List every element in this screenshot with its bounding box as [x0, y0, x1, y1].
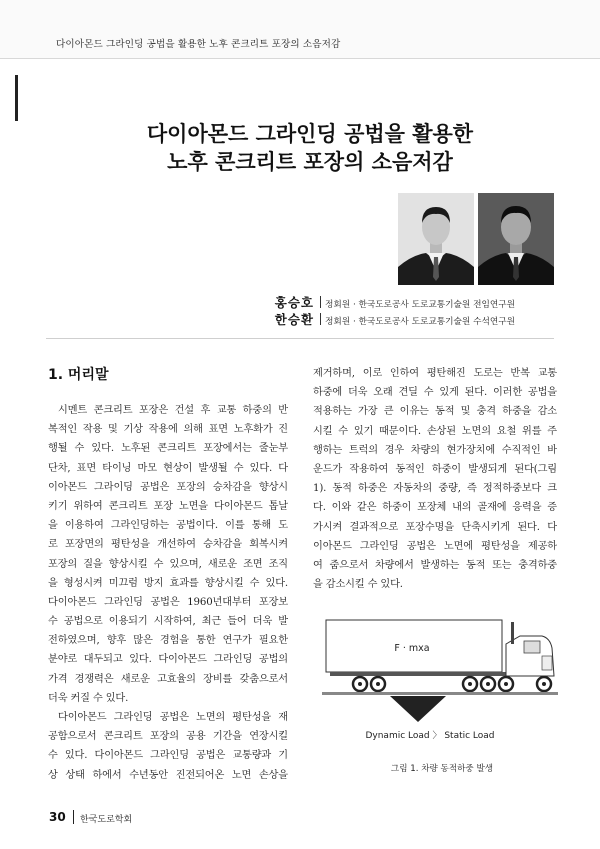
- truck-diagram: [320, 614, 560, 744]
- author-affiliation: 정회원 · 한국도로공사 도로교통기술원 수석연구원: [325, 317, 516, 327]
- left-column: [48, 401, 288, 785]
- text-line: 여 줌으로서 차량에서 발생하는 동적 또는 충격하중: [313, 559, 557, 571]
- page-number: 30: [49, 810, 66, 824]
- text-line: 복적인 작용 및 기상 작용에 의해 표면 노후화가 진: [48, 424, 288, 436]
- text-line: 다이아몬드 그라인딩 공법은 노면의 평탄성을 재: [58, 712, 288, 723]
- text-line: 1). 동적 하중은 자동차의 중량, 즉 정적하중보다 크: [313, 483, 557, 495]
- text-line: 을 감소시킬 수 있다.: [313, 579, 403, 591]
- text-line: 시킬 수 있기 때문이다. 손상된 노면의 요철 위를 주: [313, 425, 557, 437]
- text-line: 전하였으며, 향후 많은 경험을 통한 연구가 필요한: [48, 635, 288, 647]
- text-line: 행하는 트럭의 경우 차량의 현가장치에 수직적인 바: [313, 444, 557, 456]
- text-line: 포장의 질을 향상시킬 수 있으며, 새로운 조면 조직: [48, 558, 288, 570]
- text-line: 운드가 작용하여 동적인 하중이 발생되게 된다(그림: [313, 463, 557, 475]
- running-header-band: [0, 0, 600, 59]
- divider: [46, 338, 554, 339]
- section-heading: 1. 머리말: [48, 367, 109, 383]
- text-line: 분야로 대두되고 있다. 다이아몬드 그라인딩 공법의: [48, 654, 288, 666]
- author-affiliation: 정회원 · 한국도로공사 도로교통기술원 전임연구원: [325, 300, 516, 310]
- figure-truck-dynamic-load: [320, 614, 560, 744]
- road-surface: [322, 692, 558, 695]
- text-line: 행될 수 있다. 노후된 콘크리트 포장에서는 줄눈부: [48, 443, 288, 455]
- portrait-icon: [478, 193, 554, 285]
- author-2: [268, 309, 515, 328]
- text-line: 가시켜 결과적으로 포장수명을 단축시키게 된다. 다: [313, 521, 557, 533]
- right-column: [313, 364, 557, 594]
- text-line: 단차, 표면 타이닝 마모 현상이 발생될 수 있다. 다: [48, 462, 288, 474]
- article-title: [100, 120, 520, 176]
- footer-organization: 한국도로학회: [80, 815, 133, 825]
- margin-bar: [15, 75, 18, 121]
- author-name: 홍승호: [274, 295, 314, 310]
- force-label: F · mxa: [394, 643, 430, 654]
- text-line: 시멘트 콘크리트 포장은 건설 후 교통 하중의 반: [58, 405, 288, 416]
- text-line: 가격 경쟁력은 새로운 고효율의 장비를 갖춤으로서: [48, 673, 288, 685]
- text-line: 상 상태 하에서 수년동안 진전되어온 노면 손상을: [48, 769, 288, 781]
- text-line: 수 있다. 다이아몬드 그라인딩 공법은 교통량과 기: [48, 750, 288, 762]
- footer-divider: [73, 810, 74, 824]
- wheels: [353, 677, 551, 691]
- title-line-2: 노후 콘크리트 포장의 소음저감: [167, 150, 453, 174]
- text-line: 수 공법으로 이용되기 시작하여, 최근 들어 더욱 발: [48, 616, 288, 628]
- text-line: 이아몬드 그라인딩 공법은 노면에 평탄성을 제공하: [313, 540, 557, 552]
- text-line: 하중에 더욱 오래 견딜 수 있게 된다. 이러한 공법을: [313, 387, 557, 399]
- text-line: 다이아몬드 그라인딩 공법은 1960년대부터 포장보: [48, 596, 288, 608]
- running-header: 다이아몬드 그라인딩 공법을 활용한 노후 콘크리트 포장의 소음저감: [56, 39, 341, 50]
- text-line: 이아몬드 그라이딩 공법은 포장의 승차감을 향상시: [48, 481, 288, 493]
- text-line: 적용하는 가장 큰 이유는 동적 및 충격 하중을 감소: [313, 406, 557, 418]
- text-line: 제거하며, 이로 인하여 평탄해진 도로는 반복 교통: [313, 368, 557, 379]
- author-photo-1: [398, 193, 474, 285]
- figure-caption: 그림 1. 차량 동적하중 발생: [390, 764, 494, 774]
- load-label: Dynamic Load 〉 Static Load: [365, 731, 495, 741]
- author-name: 한승환: [274, 312, 314, 327]
- text-line: 키기 위하여 콘크리트 포장 노면을 다이아몬드 톱날: [48, 500, 288, 512]
- author-photo-2: [478, 193, 554, 285]
- text-line: 더욱 커질 수 있다.: [48, 692, 129, 704]
- portrait-icon: [398, 193, 474, 285]
- title-line-1: 다이아몬드 그라인딩 공법을 활용한: [146, 122, 474, 146]
- text-line: 을 형성시켜 미끄럼 방지 효과를 향상시킬 수 있다.: [48, 577, 288, 589]
- text-line: 공함으로서 콘크리트 포장의 공용 기간을 연장시킬: [48, 731, 288, 743]
- text-line: 을 이용하여 그라인딩하는 공법이다. 이를 통해 도: [48, 520, 288, 532]
- text-line: 다. 이와 같은 하중이 포장체 내의 골재에 응력을 증: [313, 502, 557, 514]
- load-arrow: [390, 696, 446, 722]
- text-line: 로 포장면의 평탄성을 개선하여 승차감을 회복시켜: [48, 539, 288, 551]
